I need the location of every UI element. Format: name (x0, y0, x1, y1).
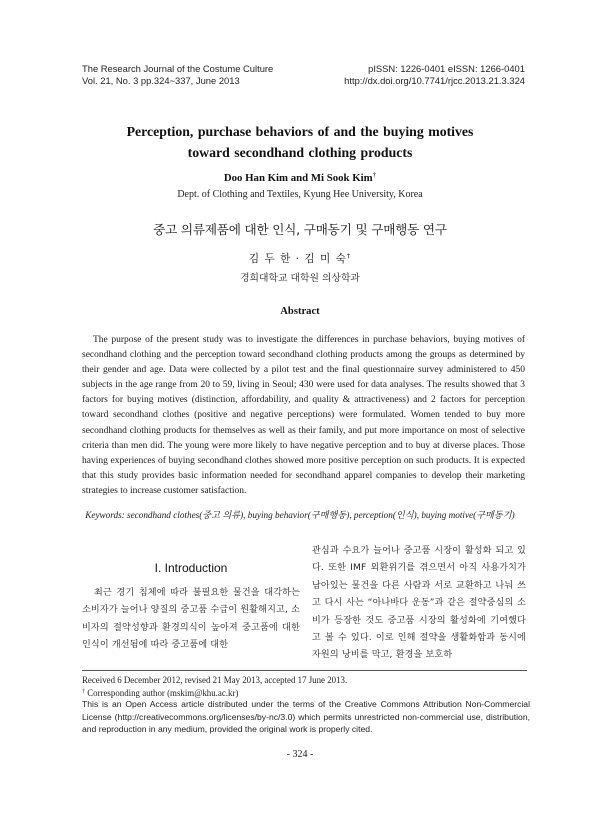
received-dates: Received 6 December 2012, revised 21 May 2013, accepted 17 June 2013. (82, 675, 348, 685)
body-column-left (82, 585, 300, 655)
abstract-text: The purpose of the present study was to investigate the differences in purchase behaviors, buying motives of secondhand clothing and the perception toward secondhand clothing products among the groups as determined by their gender and age. Data were collected by a pilot test and the final questionnaire survey administered to 450 subjects in the age range from 20 to 59, living in Seoul; 430 were used for data analyses. The results showed that 3 factors for buying motives (distinction, affordability, and quality & attractiveness) and 2 factors for perception toward secondhand clothes (positive and negative perceptions) were formulated. Women tended to buy more secondhand clothing products for themselves as well as their family, and put more importance on most of selective criteria than men did. The young were more likely to have negative perception and to buy at diverse places. Those having experiences of buying secondhand clothes showed more positive perception on such products. It is expected that this study provides basic information needed for secondhand apparel companies to develop their marketing strategies to increase customer satisfaction. (82, 335, 525, 496)
introduction-heading: I. Introduction (154, 561, 228, 575)
keywords: Keywords: secondhand clothes(중고 의류), buying behavior(구매행동), perception(인식), buying motive(구매동기) (85, 510, 515, 520)
journal-doi[interactable]: http://dx.doi.org/10.7741/rjcc.2013.21.3.324 (344, 75, 525, 86)
footnote-divider (82, 670, 527, 671)
paper-title (0, 121, 600, 163)
page-number: - 324 - (286, 749, 314, 760)
journal-name: The Research Journal of the Costume Culture (82, 63, 274, 74)
paper-title-line-1: Perception, purchase behaviors of and the buying motives (126, 124, 474, 139)
paper-title-line-2: toward secondhand clothing products (187, 145, 413, 160)
intro-paragraph-right: 관심과 수요가 늘어나 중고품 시장이 활성화 되고 있다. 또한 IMF 외환위기를 겪으면서 아직 사용가치가 남아있는 물건을 다른 사람과 서로 교환하고 나눠 쓰고 다시 사는 “아나바다 운동”과 같은 절약중심의 소비가 등장한 것도 중고품 시장의 활성화에 기여했다고 볼 수 있다. 이로 인해 절약을 생활화함과 동시에 자원의 낭비를 막고, 환경을 보호하 (312, 546, 526, 661)
korean-corresponding-mark: † (346, 252, 352, 260)
corresponding-author-mark: † (372, 171, 377, 179)
body-column-right (312, 543, 526, 665)
footnote-dagger-mark: † (82, 689, 85, 695)
author-list (0, 171, 600, 184)
intro-paragraph-left: 최근 경기 침체에 따라 불필요한 물건을 대각하는 소비자가 늘어나 양질의 중고품 수급이 원활해지고, 소비자의 절약성향과 환경의식이 높아져 중고품에 대한 인식이 개선됨에 따라 중고품에 대한 (82, 588, 300, 651)
journal-header-right (344, 63, 525, 87)
journal-volume: Vol. 21, No. 3 pp.324~337, June 2013 (82, 75, 240, 86)
journal-header-left (82, 63, 273, 87)
korean-title: 중고 의류제품에 대한 인식, 구매동기 및 구매행동 연구 (153, 222, 447, 237)
open-access-license: This is an Open Access article distributed under the terms of the Creative Commons Attribution Non-Commercial License (http://creativecommons.org/licenses/by-nc/3.0) which permits unrestricted non-commercial use, distribution, and reproduction in any medium, provided the original work is properly cited. (82, 699, 530, 734)
author-names: Doo Han Kim and Mi Sook Kim (223, 172, 373, 184)
corresponding-author-text: Corresponding author (mskim@khu.ac.kr) (87, 688, 239, 698)
journal-issn: pISSN: 1226-0401 eISSN: 1266-0401 (368, 63, 525, 74)
abstract-heading: Abstract (280, 306, 320, 317)
author-affiliation: Dept. of Clothing and Textiles, Kyung Hee University, Korea (177, 189, 423, 200)
korean-affiliation: 경희대학교 대학원 의상학과 (240, 273, 360, 284)
korean-author-names: 김 두 한 · 김 미 숙 (248, 253, 347, 265)
korean-author-list (0, 251, 600, 266)
